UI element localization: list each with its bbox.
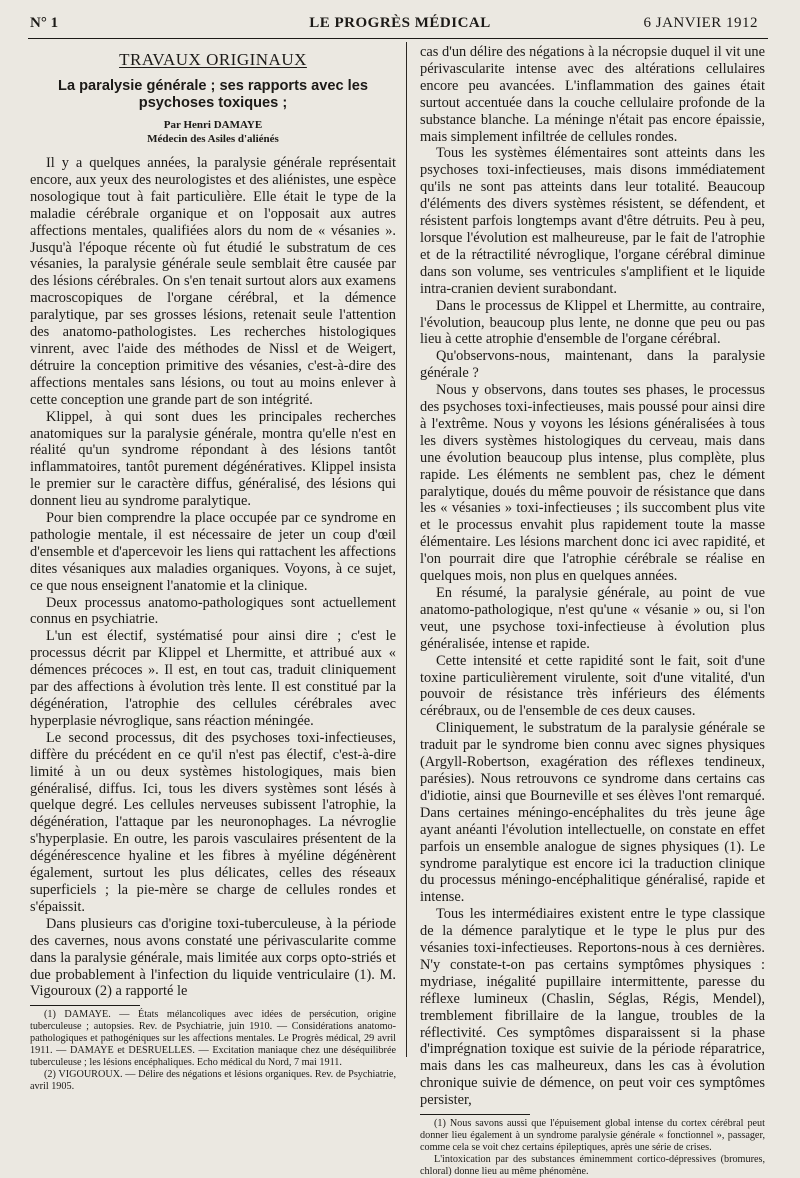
paragraph: L'un est électif, systématisé pour ainsi dire ; c'est le processus décrit par Klippel et Lhermitte, et attribué aux « démences précoces ». Il est, en tout cas, traduit cliniquement par des affections à évolution très lente. Il est constitué par la dégénération, l'atrophie des cellules cérébrales avec hyperplasie névroglique, sans réaction méningée. bbox=[30, 628, 396, 729]
paragraph: Cliniquement, le substratum de la paralysie générale se traduit par le syndrome bien connu avec signes physiques (Argyll-Robertson, exagération des réflexes tendineux, parésies). Nous retrouvons ce syndrome dans certains cas d'idiotie, ainsi que Bourneville et ses élèves l'ont remarqué. Dans certaines méningo-encéphalites du très jeune âge ayant anéanti l'évolution intellectuelle, on constate en effet parfois un ensemble analogue de signes physiques (1). Le syndrome paralytique est encore ici la traduction clinique du processus méningo-encéphalitique généralisé, rapide et intense. bbox=[420, 720, 765, 906]
paragraph: Tous les systèmes élémentaires sont atteints dans les psychoses toxi-infectieuses, mais disons immédiatement qu'ils ne sont pas atteints dans leur totalité. Beaucoup d'éléments des divers systèmes résistent, se défendent, et résistent parfois longtemps avant d'être détruits. Peu à peu, lorsque l'évolution est malheureuse, par le fait de l'atrophie et de la rétractilité névroglique, l'organe cérébral diminue dans son volume, ses ventricules s'amplifient et le liquide intra-cranien devient surabondant. bbox=[420, 145, 765, 297]
running-header bbox=[0, 0, 800, 40]
paragraph: Klippel, à qui sont dues les principales recherches anatomiques sur la paralysie générale, montra qu'elle n'est en réalité qu'un syndrome répondant à des lésions tantôt inflammatoires, tantôt purement dégénératives. Klippel insista le premier sur le caractère diffus, généralisé, des lésions qui donnent lieu au syndrome paralytique. bbox=[30, 408, 396, 510]
footnote-rule bbox=[30, 1005, 140, 1006]
journal-title: LE PROGRÈS MÉDICAL bbox=[309, 15, 491, 31]
footnote-rule bbox=[420, 1114, 530, 1115]
paragraph: Il y a quelques années, la paralysie générale représentait encore, aux yeux des neurologistes et des aliénistes, une espèce nosologique tout à fait particulière. Elle était le type de la maladie cérébrale organique et on l'opposait aux autres affections mentales, qualifiées alors du nom de « vésanies ». Jusqu'à l'époque récente où fut étudié le substratum de ces vésanies, la paralysie générale seule semblait être causée par des lésions cérébrales. On s'en tenait surtout alors aux examens macroscopiques de l'organe cérébral, et la démence paralytique, par ses grosses lésions, retenait seule l'attention des anatomo-pathologistes. Les recherches histologiques vinrent, avec l'aide des méthodes de Nissl et de Weigert, détruire la conception primitive des vésanies, c'est-à-dire des affections mentales sans lésions, ou tout au moins enlever à cette conception une grande part de son intégrité. bbox=[30, 155, 396, 408]
issue-date: 6 JANVIER 1912 bbox=[643, 15, 758, 31]
paragraph: Tous les intermédiaires existent entre le type classique de la démence paralytique et le type le plus pur des vésanies toxi-infectieuses. Reportons-nous à ces dernières. N'y constate-t-on pas certains symptômes physiques : mydriase, inégalité pupillaire intermittente, paresse du réflexe lumineux (Chaslin, Séglas, Régis, Mendel), tremblement fibrillaire de la langue, troubles de la réflectivité. Ces symptômes disparaissent si la phase d'imprégnation toxique est suivie de la période réparatrice, mais dans les cas malheureux, dans les cas à évolution chronique suivie de démence, on peut voir ces symptômes persister, bbox=[420, 906, 765, 1109]
paragraph: cas d'un délire des négations à la nécropsie duquel il vit une périvascularite intense avec des altérations cellulaires encore peu avancées. L'inflammation des gaines était surtout accentuée dans la couche cellulaire profonde de la substance blanche. La méninge n'était pas encore épaissie, mais simplement infiltrée de cellules rondes. bbox=[420, 44, 765, 145]
article-author: Par Henri DAMAYE bbox=[163, 119, 263, 131]
paragraph: Pour bien comprendre la place occupée par ce syndrome en pathologie mentale, il est nécessaire de jeter un coup d'œil d'ensemble et d'apercevoir les liens qui rattachent les affections dites vésaniques aux maladies organiques. Voyons, à ce sujet, ce que nous enseignent l'anatomie et la clinique. bbox=[30, 510, 396, 594]
paragraph: Qu'observons-nous, maintenant, dans la paralysie générale ? bbox=[420, 348, 765, 382]
header-rule bbox=[28, 38, 768, 39]
paragraph: Dans plusieurs cas d'origine toxi-tuberculeuse, à la période des cavernes, nous avons constaté une périvascularite comme dans la paralysie générale, mais limitée aux corps opto-striés et due probablement à l'infection du liquide ventriculaire (1). M. Vigouroux (2) a rapporté le bbox=[30, 915, 396, 1000]
issue-number: N° 1 bbox=[30, 15, 59, 31]
article-title: La paralysie générale ; ses rapports avec les psychoses toxiques ; bbox=[58, 78, 368, 111]
section-title: TRAVAUX ORIGINAUX bbox=[119, 50, 307, 69]
left-column bbox=[30, 44, 396, 1093]
column-rule bbox=[406, 42, 407, 1057]
paragraph: Cette intensité et cette rapidité sont le fait, soit d'une toxine particulièrement virulente, soit d'une vitalité, d'un pouvoir de résistance très inférieurs des éléments cérébraux, ou de l'ensemble de ces deux causes. bbox=[420, 652, 765, 720]
right-column bbox=[420, 44, 765, 1178]
footnote: L'intoxication par des substances éminemment cortico-dépressives (bromures, chloral) donne lieu au même phénomène. bbox=[420, 1153, 765, 1177]
paragraph: En résumé, la paralysie générale, au point de vue anatomo-pathologique, n'est qu'une « vésanie » ou, si l'on veut, une psychose toxi-infectieuse à évolution plus généralisée, intense et rapide. bbox=[420, 585, 765, 652]
footnote: (1) DAMAYE. — États mélancoliques avec idées de persécution, origine tuberculeuse ; autopsies. Rev. de Psychiatrie, juin 1910. — Considérations anatomo-pathologiques et pathogéniques sur les affections mentales. Le Progrès médical, 29 avril 1911. — DAMAYE et DESRUELLES. — Excitation maniaque chez une déséquilibrée tuberculeuse ; les lésions encéphaliques. Echo médical du Nord, 7 mai 1911. bbox=[30, 1009, 396, 1068]
author-affiliation: Médecin des Asiles d'aliénés bbox=[147, 133, 279, 145]
paragraph: Dans le processus de Klippel et Lhermitte, au contraire, l'évolution, beaucoup plus lente, ne donne que peu ou pas lieu à cette atrophie d'ensemble de l'organe cérébral. bbox=[420, 297, 765, 348]
paragraph: Le second processus, dit des psychoses toxi-infectieuses, diffère du précédent en ce qu'il n'est pas électif, c'est-à-dire limité à un ou deux systèmes histologiques, mais bien généralisé, diffus. Ici, tous les divers systèmes sont lésés à quelque degré. Les cellules nerveuses subissent l'atrophie, la dégénération, l'attaque par les neuronophages. La névroglie s'hyperplasie. En outre, les parois vasculaires présentent de la dégénérescence hyaline et les fibres à myéline dégénèrent également, surtout les plus délicates, celles des réseaux superficiels ; la pie-mère se charge de cellules rondes et s'épaissit. bbox=[30, 729, 396, 915]
footnote: (1) Nous savons aussi que l'épuisement global intense du cortex cérébral peut donner lieu également à un syndrome paralysie générale « fonctionnel », passager, comme cela se voit chez certains épileptiques, après une série de crises. bbox=[420, 1118, 765, 1153]
footnote: (2) VIGOUROUX. — Délire des négations et lésions organiques. Rev. de Psychiatrie, avril 1905. bbox=[30, 1068, 396, 1092]
paragraph: Nous y observons, dans toutes ses phases, le processus des psychoses toxi-infectieuses, mais poussé pour ainsi dire à l'extrême. Nous y voyons les lésions généralisées à tous les divers systèmes histologiques du cerveau, mais dans une évolution beaucoup plus intense, plus complète, plus rapide. Les éléments ne semblent pas, chez le dément paralytique, doués du même pouvoir de résistance que dans les « vésanies » toxi-infectieuses ; ils succombent plus vite et le processus envahit plus rapidement toute la masse élémentaire. Les lésions marchent donc ici avec rapidité, et l'on pourrait dire que l'atrophie cérébrale se réalise en quelques mois, non plus en quelques années. bbox=[420, 382, 765, 585]
paragraph: Deux processus anatomo-pathologiques sont actuellement connus en psychiatrie. bbox=[30, 594, 396, 628]
